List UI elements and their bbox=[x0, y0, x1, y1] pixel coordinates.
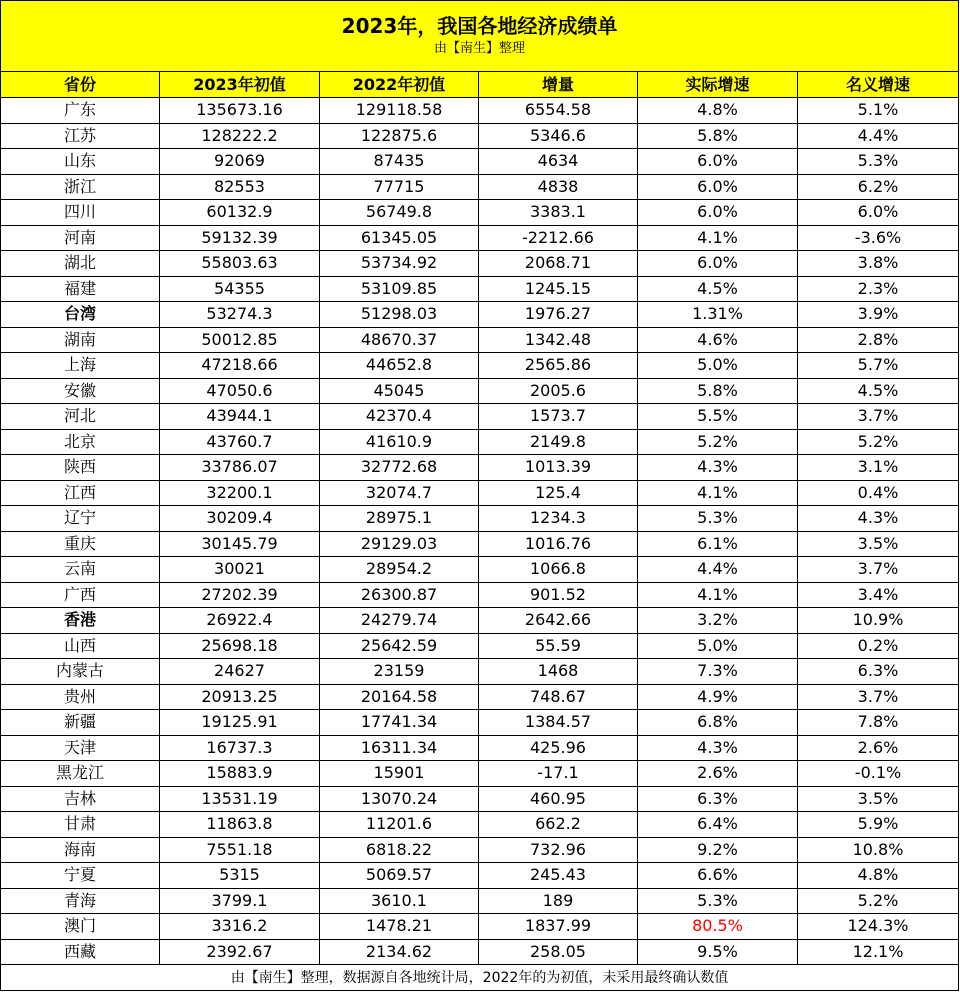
nominal-growth-cell: 3.8% bbox=[798, 251, 959, 277]
table-row bbox=[1, 123, 959, 149]
value-2023-cell: 2392.67 bbox=[160, 939, 320, 965]
increment-cell: 4634 bbox=[479, 149, 638, 175]
increment-cell: 2068.71 bbox=[479, 251, 638, 277]
value-2023-cell: 92069 bbox=[160, 149, 320, 175]
increment-cell: 2565.86 bbox=[479, 353, 638, 379]
value-2022-cell: 5069.57 bbox=[320, 863, 479, 889]
real-growth-cell: 5.0% bbox=[638, 633, 798, 659]
table-row bbox=[1, 812, 959, 838]
value-2022-cell: 87435 bbox=[320, 149, 479, 175]
value-2022-cell: 44652.8 bbox=[320, 353, 479, 379]
nominal-growth-cell: -0.1% bbox=[798, 761, 959, 787]
value-2022-cell: 56749.8 bbox=[320, 200, 479, 226]
header-row bbox=[1, 72, 959, 98]
table-row bbox=[1, 633, 959, 659]
increment-cell: 748.67 bbox=[479, 684, 638, 710]
value-2022-cell: 28954.2 bbox=[320, 557, 479, 583]
value-2022-cell: 1478.21 bbox=[320, 914, 479, 940]
increment-cell: 189 bbox=[479, 888, 638, 914]
real-growth-cell: 5.5% bbox=[638, 404, 798, 430]
header-2022-value: 2022年初值 bbox=[320, 72, 479, 98]
value-2023-cell: 135673.16 bbox=[160, 98, 320, 124]
real-growth-cell: 6.0% bbox=[638, 251, 798, 277]
real-growth-cell: 3.2% bbox=[638, 608, 798, 634]
header-2023-value: 2023年初值 bbox=[160, 72, 320, 98]
increment-cell: 2642.66 bbox=[479, 608, 638, 634]
header-real-growth: 实际增速 bbox=[638, 72, 798, 98]
value-2023-cell: 20913.25 bbox=[160, 684, 320, 710]
header-nominal-growth: 名义增速 bbox=[798, 72, 959, 98]
value-2023-cell: 50012.85 bbox=[160, 327, 320, 353]
increment-cell: 3383.1 bbox=[479, 200, 638, 226]
value-2023-cell: 7551.18 bbox=[160, 837, 320, 863]
table-row bbox=[1, 582, 959, 608]
province-cell: 天津 bbox=[1, 735, 160, 761]
province-cell: 广东 bbox=[1, 98, 160, 124]
value-2023-cell: 32200.1 bbox=[160, 480, 320, 506]
province-cell: 湖南 bbox=[1, 327, 160, 353]
nominal-growth-cell: 10.8% bbox=[798, 837, 959, 863]
nominal-growth-cell: 4.8% bbox=[798, 863, 959, 889]
increment-cell: 1016.76 bbox=[479, 531, 638, 557]
table-row bbox=[1, 480, 959, 506]
table-row bbox=[1, 404, 959, 430]
real-growth-cell: 6.4% bbox=[638, 812, 798, 838]
nominal-growth-cell: 3.7% bbox=[798, 684, 959, 710]
province-cell: 四川 bbox=[1, 200, 160, 226]
value-2022-cell: 129118.58 bbox=[320, 98, 479, 124]
value-2022-cell: 15901 bbox=[320, 761, 479, 787]
increment-cell: 1342.48 bbox=[479, 327, 638, 353]
value-2023-cell: 16737.3 bbox=[160, 735, 320, 761]
nominal-growth-cell: 5.2% bbox=[798, 429, 959, 455]
value-2023-cell: 43944.1 bbox=[160, 404, 320, 430]
nominal-growth-cell: 3.1% bbox=[798, 455, 959, 481]
table-row bbox=[1, 327, 959, 353]
real-growth-cell: 80.5% bbox=[638, 914, 798, 940]
value-2023-cell: 43760.7 bbox=[160, 429, 320, 455]
table-subtitle: 由【南生】整理 bbox=[434, 41, 526, 56]
value-2023-cell: 5315 bbox=[160, 863, 320, 889]
province-cell: 黑龙江 bbox=[1, 761, 160, 787]
table-row bbox=[1, 684, 959, 710]
value-2023-cell: 19125.91 bbox=[160, 710, 320, 736]
province-cell: 青海 bbox=[1, 888, 160, 914]
province-cell: 贵州 bbox=[1, 684, 160, 710]
value-2023-cell: 13531.19 bbox=[160, 786, 320, 812]
value-2022-cell: 61345.05 bbox=[320, 225, 479, 251]
real-growth-cell: 5.8% bbox=[638, 123, 798, 149]
value-2023-cell: 128222.2 bbox=[160, 123, 320, 149]
nominal-growth-cell: 2.6% bbox=[798, 735, 959, 761]
real-growth-cell: 1.31% bbox=[638, 302, 798, 328]
increment-cell: 1234.3 bbox=[479, 506, 638, 532]
value-2022-cell: 17741.34 bbox=[320, 710, 479, 736]
nominal-growth-cell: 5.2% bbox=[798, 888, 959, 914]
value-2023-cell: 26922.4 bbox=[160, 608, 320, 634]
increment-cell: 1976.27 bbox=[479, 302, 638, 328]
header-increment: 增量 bbox=[479, 72, 638, 98]
table-row bbox=[1, 429, 959, 455]
nominal-growth-cell: 2.3% bbox=[798, 276, 959, 302]
real-growth-cell: 6.8% bbox=[638, 710, 798, 736]
province-cell: 云南 bbox=[1, 557, 160, 583]
real-growth-cell: 5.3% bbox=[638, 888, 798, 914]
table-row bbox=[1, 863, 959, 889]
real-growth-cell: 4.6% bbox=[638, 327, 798, 353]
province-cell: 山西 bbox=[1, 633, 160, 659]
nominal-growth-cell: -3.6% bbox=[798, 225, 959, 251]
value-2023-cell: 54355 bbox=[160, 276, 320, 302]
table-row bbox=[1, 353, 959, 379]
value-2023-cell: 3799.1 bbox=[160, 888, 320, 914]
table-row bbox=[1, 557, 959, 583]
real-growth-cell: 2.6% bbox=[638, 761, 798, 787]
nominal-growth-cell: 10.9% bbox=[798, 608, 959, 634]
province-cell: 北京 bbox=[1, 429, 160, 455]
real-growth-cell: 6.1% bbox=[638, 531, 798, 557]
increment-cell: 1837.99 bbox=[479, 914, 638, 940]
value-2022-cell: 51298.03 bbox=[320, 302, 479, 328]
table-row bbox=[1, 939, 959, 965]
increment-cell: 1066.8 bbox=[479, 557, 638, 583]
province-cell: 福建 bbox=[1, 276, 160, 302]
province-cell: 江苏 bbox=[1, 123, 160, 149]
value-2022-cell: 16311.34 bbox=[320, 735, 479, 761]
increment-cell: 6554.58 bbox=[479, 98, 638, 124]
increment-cell: 245.43 bbox=[479, 863, 638, 889]
real-growth-cell: 6.6% bbox=[638, 863, 798, 889]
increment-cell: 125.4 bbox=[479, 480, 638, 506]
value-2022-cell: 13070.24 bbox=[320, 786, 479, 812]
value-2022-cell: 24279.74 bbox=[320, 608, 479, 634]
value-2022-cell: 122875.6 bbox=[320, 123, 479, 149]
value-2022-cell: 29129.03 bbox=[320, 531, 479, 557]
value-2023-cell: 15883.9 bbox=[160, 761, 320, 787]
nominal-growth-cell: 6.0% bbox=[798, 200, 959, 226]
increment-cell: -17.1 bbox=[479, 761, 638, 787]
table-row bbox=[1, 761, 959, 787]
value-2023-cell: 60132.9 bbox=[160, 200, 320, 226]
value-2022-cell: 25642.59 bbox=[320, 633, 479, 659]
nominal-growth-cell: 4.5% bbox=[798, 378, 959, 404]
real-growth-cell: 6.3% bbox=[638, 786, 798, 812]
value-2022-cell: 53109.85 bbox=[320, 276, 479, 302]
province-cell: 宁夏 bbox=[1, 863, 160, 889]
increment-cell: 2149.8 bbox=[479, 429, 638, 455]
increment-cell: 425.96 bbox=[479, 735, 638, 761]
value-2022-cell: 6818.22 bbox=[320, 837, 479, 863]
value-2022-cell: 2134.62 bbox=[320, 939, 479, 965]
value-2022-cell: 77715 bbox=[320, 174, 479, 200]
province-cell: 河北 bbox=[1, 404, 160, 430]
value-2023-cell: 30209.4 bbox=[160, 506, 320, 532]
nominal-growth-cell: 3.9% bbox=[798, 302, 959, 328]
nominal-growth-cell: 7.8% bbox=[798, 710, 959, 736]
value-2022-cell: 53734.92 bbox=[320, 251, 479, 277]
table-row bbox=[1, 914, 959, 940]
increment-cell: 460.95 bbox=[479, 786, 638, 812]
value-2022-cell: 3610.1 bbox=[320, 888, 479, 914]
province-cell: 广西 bbox=[1, 582, 160, 608]
real-growth-cell: 4.4% bbox=[638, 557, 798, 583]
value-2023-cell: 24627 bbox=[160, 659, 320, 685]
increment-cell: 901.52 bbox=[479, 582, 638, 608]
province-cell: 浙江 bbox=[1, 174, 160, 200]
nominal-growth-cell: 5.3% bbox=[798, 149, 959, 175]
table-row bbox=[1, 659, 959, 685]
province-cell: 江西 bbox=[1, 480, 160, 506]
table-row bbox=[1, 98, 959, 124]
increment-cell: 1013.39 bbox=[479, 455, 638, 481]
real-growth-cell: 6.0% bbox=[638, 200, 798, 226]
value-2022-cell: 20164.58 bbox=[320, 684, 479, 710]
province-cell: 河南 bbox=[1, 225, 160, 251]
value-2023-cell: 59132.39 bbox=[160, 225, 320, 251]
real-growth-cell: 4.3% bbox=[638, 455, 798, 481]
real-growth-cell: 4.1% bbox=[638, 582, 798, 608]
table-body bbox=[1, 98, 959, 965]
table-row bbox=[1, 506, 959, 532]
nominal-growth-cell: 3.4% bbox=[798, 582, 959, 608]
nominal-growth-cell: 0.4% bbox=[798, 480, 959, 506]
table-row bbox=[1, 608, 959, 634]
increment-cell: 1245.15 bbox=[479, 276, 638, 302]
value-2023-cell: 27202.39 bbox=[160, 582, 320, 608]
real-growth-cell: 4.8% bbox=[638, 98, 798, 124]
nominal-growth-cell: 5.1% bbox=[798, 98, 959, 124]
real-growth-cell: 7.3% bbox=[638, 659, 798, 685]
real-growth-cell: 4.5% bbox=[638, 276, 798, 302]
value-2022-cell: 11201.6 bbox=[320, 812, 479, 838]
real-growth-cell: 4.3% bbox=[638, 735, 798, 761]
table-row bbox=[1, 735, 959, 761]
table-row bbox=[1, 455, 959, 481]
table-row bbox=[1, 786, 959, 812]
value-2022-cell: 28975.1 bbox=[320, 506, 479, 532]
table-row bbox=[1, 378, 959, 404]
nominal-growth-cell: 4.3% bbox=[798, 506, 959, 532]
increment-cell: 1384.57 bbox=[479, 710, 638, 736]
province-cell: 内蒙古 bbox=[1, 659, 160, 685]
table-row bbox=[1, 276, 959, 302]
title-cell bbox=[1, 1, 959, 72]
nominal-growth-cell: 2.8% bbox=[798, 327, 959, 353]
table-row bbox=[1, 531, 959, 557]
value-2022-cell: 42370.4 bbox=[320, 404, 479, 430]
nominal-growth-cell: 3.5% bbox=[798, 531, 959, 557]
province-cell: 西藏 bbox=[1, 939, 160, 965]
table-row bbox=[1, 837, 959, 863]
nominal-growth-cell: 3.5% bbox=[798, 786, 959, 812]
table-row bbox=[1, 200, 959, 226]
value-2023-cell: 25698.18 bbox=[160, 633, 320, 659]
nominal-growth-cell: 6.2% bbox=[798, 174, 959, 200]
province-cell: 香港 bbox=[1, 608, 160, 634]
increment-cell: 5346.6 bbox=[479, 123, 638, 149]
nominal-growth-cell: 5.7% bbox=[798, 353, 959, 379]
province-cell: 湖北 bbox=[1, 251, 160, 277]
real-growth-cell: 9.2% bbox=[638, 837, 798, 863]
province-cell: 辽宁 bbox=[1, 506, 160, 532]
real-growth-cell: 4.1% bbox=[638, 480, 798, 506]
value-2023-cell: 55803.63 bbox=[160, 251, 320, 277]
real-growth-cell: 5.0% bbox=[638, 353, 798, 379]
increment-cell: 4838 bbox=[479, 174, 638, 200]
value-2023-cell: 11863.8 bbox=[160, 812, 320, 838]
real-growth-cell: 5.2% bbox=[638, 429, 798, 455]
table-row bbox=[1, 225, 959, 251]
increment-cell: 1573.7 bbox=[479, 404, 638, 430]
real-growth-cell: 4.9% bbox=[638, 684, 798, 710]
value-2022-cell: 48670.37 bbox=[320, 327, 479, 353]
value-2023-cell: 3316.2 bbox=[160, 914, 320, 940]
province-cell: 安徽 bbox=[1, 378, 160, 404]
increment-cell: 1468 bbox=[479, 659, 638, 685]
value-2022-cell: 41610.9 bbox=[320, 429, 479, 455]
footer-row bbox=[1, 965, 959, 991]
real-growth-cell: 6.0% bbox=[638, 174, 798, 200]
value-2023-cell: 47218.66 bbox=[160, 353, 320, 379]
value-2023-cell: 53274.3 bbox=[160, 302, 320, 328]
real-growth-cell: 5.8% bbox=[638, 378, 798, 404]
increment-cell: 732.96 bbox=[479, 837, 638, 863]
province-cell: 台湾 bbox=[1, 302, 160, 328]
footer-note: 由【南生】整理，数据源自各地统计局，2022年的为初值，未采用最终确认数值 bbox=[1, 965, 959, 991]
province-cell: 山东 bbox=[1, 149, 160, 175]
real-growth-cell: 4.1% bbox=[638, 225, 798, 251]
province-cell: 吉林 bbox=[1, 786, 160, 812]
header-province: 省份 bbox=[1, 72, 160, 98]
value-2023-cell: 30145.79 bbox=[160, 531, 320, 557]
nominal-growth-cell: 4.4% bbox=[798, 123, 959, 149]
nominal-growth-cell: 3.7% bbox=[798, 557, 959, 583]
increment-cell: 258.05 bbox=[479, 939, 638, 965]
increment-cell: -2212.66 bbox=[479, 225, 638, 251]
value-2022-cell: 32074.7 bbox=[320, 480, 479, 506]
table-row bbox=[1, 251, 959, 277]
value-2023-cell: 82553 bbox=[160, 174, 320, 200]
table-row bbox=[1, 888, 959, 914]
nominal-growth-cell: 0.2% bbox=[798, 633, 959, 659]
province-cell: 陕西 bbox=[1, 455, 160, 481]
table-row bbox=[1, 174, 959, 200]
value-2022-cell: 26300.87 bbox=[320, 582, 479, 608]
province-cell: 重庆 bbox=[1, 531, 160, 557]
nominal-growth-cell: 12.1% bbox=[798, 939, 959, 965]
province-cell: 上海 bbox=[1, 353, 160, 379]
value-2022-cell: 45045 bbox=[320, 378, 479, 404]
table-row bbox=[1, 302, 959, 328]
increment-cell: 2005.6 bbox=[479, 378, 638, 404]
nominal-growth-cell: 5.9% bbox=[798, 812, 959, 838]
nominal-growth-cell: 3.7% bbox=[798, 404, 959, 430]
increment-cell: 55.59 bbox=[479, 633, 638, 659]
province-cell: 甘肃 bbox=[1, 812, 160, 838]
table-title: 2023年，我国各地经济成绩单 bbox=[341, 14, 618, 38]
province-cell: 新疆 bbox=[1, 710, 160, 736]
real-growth-cell: 5.3% bbox=[638, 506, 798, 532]
real-growth-cell: 9.5% bbox=[638, 939, 798, 965]
province-cell: 海南 bbox=[1, 837, 160, 863]
value-2023-cell: 33786.07 bbox=[160, 455, 320, 481]
nominal-growth-cell: 124.3% bbox=[798, 914, 959, 940]
value-2023-cell: 30021 bbox=[160, 557, 320, 583]
increment-cell: 662.2 bbox=[479, 812, 638, 838]
value-2022-cell: 23159 bbox=[320, 659, 479, 685]
nominal-growth-cell: 6.3% bbox=[798, 659, 959, 685]
province-cell: 澳门 bbox=[1, 914, 160, 940]
value-2023-cell: 47050.6 bbox=[160, 378, 320, 404]
value-2022-cell: 32772.68 bbox=[320, 455, 479, 481]
title-row bbox=[1, 1, 959, 72]
real-growth-cell: 6.0% bbox=[638, 149, 798, 175]
table-row bbox=[1, 149, 959, 175]
table-row bbox=[1, 710, 959, 736]
